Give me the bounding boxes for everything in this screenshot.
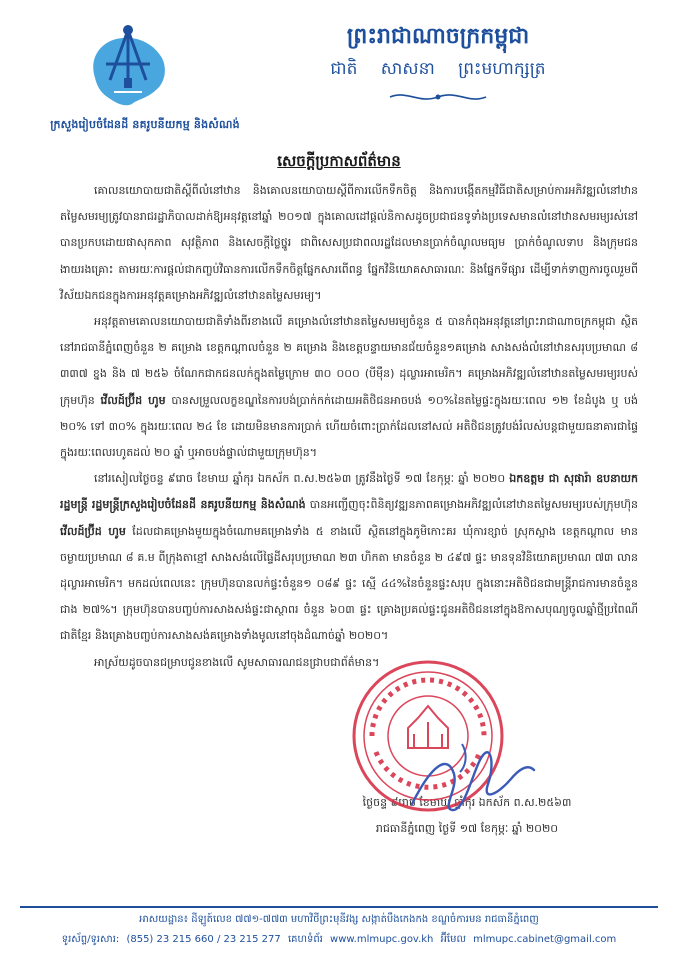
- kingdom-heading: ព្រះរាជាណាចក្រកម្ពុជា: [346, 24, 530, 49]
- national-motto: ជាតិ សាសនា ព្រះមហាក្សត្រ: [330, 59, 546, 79]
- company-name-2: វើលដ៍ប្រ៊ីដ ហូម: [60, 524, 126, 538]
- website-link[interactable]: www.mlmupc.gov.kh: [330, 934, 434, 945]
- paragraph-3-visit: បានអញ្ជើញចុះពិនិត្យវឌ្ឍនភាពគម្រោងអភិវឌ្ឍលំនៅឋានតម្លៃសមរម្យរបស់ក្រុមហ៊ុន: [309, 498, 639, 512]
- phone-label: ទូរស័ព្ទ/ទូរសារ:: [61, 934, 120, 945]
- lunar-date: ថ្ងៃចន្ទ ៩រោច ខែមាឃ ឆ្នាំកុរ ឯកស័ក ព.ស.២៥៦៣: [362, 796, 572, 809]
- email-label: អ៊ីមែល: [440, 934, 466, 945]
- paragraph-3: [60, 466, 638, 649]
- paragraph-2-end: បានសម្រួលលក្ខខណ្ឌនៃការបង់ប្រាក់កក់ដោយអតិថិជនអាចបង់ ១០%នៃតម្លៃផ្ទះក្នុងរយៈពេល ១២ ខែដំបូង ឬ បង់ ២០% ទៅ ៣០% ក្នុងរយៈពេល ២៤ ខែ ដោយមិនមានការប្រាក់ ហើយចំពោះប្រាក់ដែលនៅសល់ អតិថិជនត្រូវបង់រំលស់បន្តជាមួយធនាគារជាផ្ទៃក្នុងរយៈពេលរហូតដល់ ២០ ឆ្នាំ ឬអាចបង់ផ្ទាល់ជាមួយក្រុមហ៊ុន។: [60, 393, 638, 460]
- ministry-logo: [84, 18, 172, 118]
- paragraph-3-date: នៅរសៀលថ្ងៃចន្ទ ៩រោច ខែមាឃ ឆ្នាំកុរ ឯកស័ក ព.ស.២៥៦៣ ត្រូវនឹងថ្ងៃទី ១៧ ខែកុម្ភៈ ឆ្នាំ ២០២០: [94, 472, 506, 486]
- paragraph-1: គោលនយោបាយជាតិស្តីពីលំនៅឋាន និងគោលនយោបាយស្តីពីការលើកទឹកចិត្ត និងការបង្កើតកម្មវិធីជាតិសម្រាប់ការអភិវឌ្ឍលំនៅឋានតម្លៃសមរម្យត្រូវបានរាជរដ្ឋាភិបាលដាក់ឱ្យអនុវត្តនៅឆ្នាំ ២០១៧ ក្នុងគោលដៅផ្តល់និកាសដូចប្រជាជនទូទាំងប្រទេសមានលំនៅឋានសមរម្យរស់នៅបានប្រកបដោយផាសុកភាព សុវត្ថិភាព និងសេចក្តីថ្លៃថ្នូរ ជាពិសេសប្រជាពលរដ្ឋដែលមានប្រាក់ចំណូលមធ្យម ប្រាក់ចំណូលទាប និងក្រុមជនងាយរងគ្រោះ តាមរយៈការផ្តល់ជាកញ្ចប់វិធានការលើកទឹកចិត្តផ្នែកសារពើពន្ធ ផ្នែកវិនិយោគសាធារណៈ និងផ្នែកទីផ្សារ ដើម្បីទាក់ទាញការចូលរួមពីវិស័យឯកជនក្នុងការអនុវត្តគម្រោងអភិវឌ្ឍលំនៅឋានតម្លៃសមរម្យ។: [60, 184, 638, 302]
- footer-address: អាសយដ្ឋាន៖ ដីឡូត៍លេខ ៧៧១-៧៧៣ មហាវិថីព្រះមុនីវង្ស សង្កាត់បឹងកេងកង ខណ្ឌចំការមន រាជធានីភ្នំពេញ: [139, 914, 539, 925]
- paragraph-4: អាស្រ័យដូចបានជម្រាបជូនខាងលើ សូមសាធារណជនជ្រាបជាព័ត៌មាន។: [94, 655, 380, 669]
- ministry-name: ក្រសួងរៀបចំដែនដី នគរូបនីយកម្ម និងសំណង់: [50, 118, 240, 131]
- website-label: គេហទំព័រ: [287, 934, 323, 945]
- paragraph-2-start: អនុវត្តតាមគោលនយោបាយជាតិទាំងពីរខាងលើ គម្រោងលំនៅឋានតម្លៃសមរម្យចំនួន ៥ បានកំពុងអនុវត្តនៅព្រះរាជាណាចក្រកម្ពុជា ស្ថិតនៅរាជធានីភ្នំពេញចំនួន ២ គម្រោង ខេត្តកណ្តាលចំនួន ២ គម្រោង និងខេត្តបន្ទាយមានជ័យចំនួន១គម្រោង សាងសង់លំនៅឋានសរុបប្រមាណ ៨ ៣៣៧ ខ្នង និង ៧ ២៥៦ ចំណែកជាកជនលក់ក្នុងតម្លៃក្រោម ៣០ ០០០ (បីម៉ឺន) ដុល្លារអាមេរិក។ គម្រោងអភិវឌ្ឍលំនៅឋានតម្លៃសមរម្យរបស់ក្រុមហ៊ុន: [60, 315, 638, 407]
- company-name: វើលដ៍ប្រ៊ីដ ហូម: [100, 393, 166, 407]
- email-link[interactable]: mlmupc.cabinet@gmail.com: [473, 934, 617, 945]
- paragraph-3-details: ដែលជាគម្រោងមួយក្នុងចំណោមគម្រោងទាំង ៥ ខាងលើ ស្ថិតនៅក្នុងភូមិកោះគរ ឃុំការខ្សាច់ ស្រុកស្អាង ខេត្តកណ្តាល មានចម្ងាយប្រមាណ ៨ គ.ម ពីក្រុងតាខ្មៅ សាងសង់លើផ្ទៃដីសរុបប្រមាណ ២៣ ហិកតា មានចំនួន ២ ៤៩៧ ផ្ទះ មានទុនវិនិយោគប្រមាណ ៧៣ លានដុល្លារអាមេរិក។ មកដល់ពេលនេះ ក្រុមហ៊ុនបានលក់ផ្ទះចំនួន១ ០៨៩ ផ្ទះ ស្មើ ៤៤%នៃចំនួនផ្ទះសរុប ក្នុងនោះអតិថិជនជាមន្ត្រីរាជការមានចំនួនជាង ២៧%។ ក្រុមហ៊ុនបានបញ្ចប់ការសាងសង់ផ្ទះជាស្ថាពរ ចំនួន ៦០៣ ផ្ទះ គ្រោងប្រគល់ផ្ទះជូនអតិថិជននៅក្នុងឱកាសបុណ្យចូលឆ្នាំថ្មីប្រពៃណីជាតិខ្មែរ និងគ្រោងបញ្ចប់ការសាងសង់គម្រោងទាំងមូលនៅចុងដំណាច់ឆ្នាំ ២០២០។: [60, 524, 638, 643]
- phone-number: (855) 23 215 660 / 23 215 277: [126, 934, 281, 945]
- document-title: សេចក្តីប្រកាសព័ត៌មាន: [277, 152, 401, 170]
- minister-title: ឯកឧត្តម ជា សុផារ៉ា ឧបនាយករដ្ឋមន្ត្រី: [60, 472, 638, 512]
- paragraph-2: [60, 309, 638, 466]
- footer-divider: [20, 906, 658, 908]
- announcement-body: [60, 178, 638, 676]
- footer-contact: [0, 932, 678, 947]
- ornament-divider-icon: [388, 88, 488, 106]
- solar-date: រាជធានីភ្នំពេញ ថ្ងៃទី ១៧ ខែកុម្ភៈ ឆ្នាំ ២០២០: [375, 822, 559, 835]
- minister-role: រដ្ឋមន្ត្រីក្រសួងរៀបចំដែនដី នគរូបនីយកម្ម និងសំណង់: [91, 498, 306, 512]
- signature-icon: [402, 724, 542, 834]
